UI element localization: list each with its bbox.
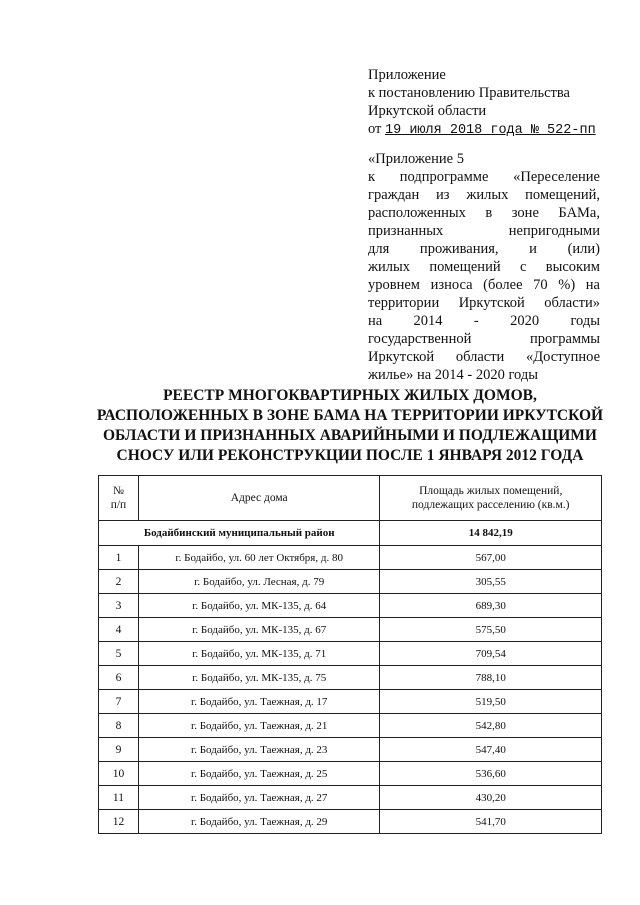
row-area: 542,80 [380, 714, 602, 738]
appendix-line: на 2014 - 2020 годы [368, 313, 600, 329]
attachment-block [368, 66, 600, 140]
appendix-line: «Приложение 5 [368, 151, 464, 167]
table-header-row [99, 476, 602, 521]
row-address: г. Бодайбо, ул. МК-135, д. 75 [138, 666, 379, 690]
row-area: 305,55 [380, 570, 602, 594]
header-address: Адрес дома [138, 476, 379, 521]
table-row [99, 594, 602, 618]
row-address: г. Бодайбо, ул. Таежная, д. 17 [138, 690, 379, 714]
header-number-line2: п/п [110, 499, 127, 511]
table-row [99, 666, 602, 690]
appendix-block [368, 150, 600, 384]
row-number: 11 [99, 786, 139, 810]
attachment-line-1: Приложение [368, 67, 446, 83]
appendix-line: признанных непригодными [368, 223, 600, 239]
table-row [99, 762, 602, 786]
title-line: СНОСУ ИЛИ РЕКОНСТРУКЦИИ ПОСЛЕ 1 ЯНВАРЯ 2012 ГОДА [116, 447, 584, 464]
table-row [99, 786, 602, 810]
appendix-line: территории Иркутской области» [368, 295, 600, 311]
appendix-line: расположенных в зоне БАМа, [368, 205, 600, 221]
region-row [99, 521, 602, 546]
header-area [380, 476, 602, 521]
table-row [99, 714, 602, 738]
row-number: 2 [99, 570, 139, 594]
row-number: 4 [99, 618, 139, 642]
header-area-line1: Площадь жилых помещений, [419, 485, 563, 497]
attachment-date-line [368, 120, 600, 140]
row-number: 1 [99, 546, 139, 570]
row-area: 575,50 [380, 618, 602, 642]
registry-title [90, 386, 610, 466]
row-address: г. Бодайбо, ул. МК-135, д. 71 [138, 642, 379, 666]
header-number [99, 476, 139, 521]
appendix-line: государственной программы [368, 331, 600, 347]
row-address: г. Бодайбо, ул. МК-135, д. 64 [138, 594, 379, 618]
row-area: 788,10 [380, 666, 602, 690]
row-address: г. Бодайбо, ул. 60 лет Октября, д. 80 [138, 546, 379, 570]
table-row [99, 570, 602, 594]
region-total: 14 842,19 [380, 521, 602, 546]
row-area: 519,50 [380, 690, 602, 714]
table-row [99, 546, 602, 570]
appendix-line: к подпрограмме «Переселение [368, 169, 600, 185]
title-line: РАСПОЛОЖЕННЫХ В ЗОНЕ БАМА НА ТЕРРИТОРИИ ИРКУТСКОЙ [96, 407, 604, 424]
appendix-line: Иркутской области «Доступное [368, 349, 600, 365]
row-number: 8 [99, 714, 139, 738]
table-row [99, 690, 602, 714]
row-address: г. Бодайбо, ул. Лесная, д. 79 [138, 570, 379, 594]
row-address: г. Бодайбо, ул. Таежная, д. 27 [138, 786, 379, 810]
row-address: г. Бодайбо, ул. Таежная, д. 21 [138, 714, 379, 738]
table-row [99, 618, 602, 642]
header-number-line1: № [112, 485, 124, 497]
row-area: 430,20 [380, 786, 602, 810]
table-row [99, 810, 602, 834]
table-row [99, 642, 602, 666]
row-number: 10 [99, 762, 139, 786]
attachment-line-3: Иркутской области [368, 103, 487, 119]
registry-table [98, 475, 602, 834]
header-area-line2: подлежащих расселению (кв.м.) [411, 499, 570, 511]
row-number: 3 [99, 594, 139, 618]
date-value: 19 июля 2018 года № 522-пп [385, 123, 596, 138]
row-area: 709,54 [380, 642, 602, 666]
region-name: Бодайбинский муниципальный район [99, 521, 380, 546]
title-line: ОБЛАСТИ И ПРИЗНАННЫХ АВАРИЙНЫМИ И ПОДЛЕЖАЩИМИ [103, 427, 597, 444]
row-area: 541,70 [380, 810, 602, 834]
attachment-line-2: к постановлению Правительства [368, 85, 570, 101]
appendix-line: для проживания, и (или) [368, 241, 600, 257]
appendix-line: уровнем износа (более 70 %) на [368, 277, 600, 293]
title-line: РЕЕСТР МНОГОКВАРТИРНЫХ ЖИЛЫХ ДОМОВ, [163, 387, 537, 404]
row-number: 6 [99, 666, 139, 690]
row-area: 547,40 [380, 738, 602, 762]
row-number: 7 [99, 690, 139, 714]
row-area: 567,00 [380, 546, 602, 570]
row-area: 536,60 [380, 762, 602, 786]
table-row [99, 738, 602, 762]
row-address: г. Бодайбо, ул. Таежная, д. 23 [138, 738, 379, 762]
row-area: 689,30 [380, 594, 602, 618]
appendix-line: граждан из жилых помещений, [368, 187, 600, 203]
row-number: 5 [99, 642, 139, 666]
table-body [99, 546, 602, 834]
appendix-line: жилье» на 2014 - 2020 годы [368, 367, 538, 383]
appendix-line: жилых помещений с высоким [368, 259, 600, 275]
row-address: г. Бодайбо, ул. Таежная, д. 29 [138, 810, 379, 834]
date-prefix: от [368, 121, 382, 137]
row-address: г. Бодайбо, ул. МК-135, д. 67 [138, 618, 379, 642]
row-number: 9 [99, 738, 139, 762]
row-address: г. Бодайбо, ул. Таежная, д. 25 [138, 762, 379, 786]
row-number: 12 [99, 810, 139, 834]
